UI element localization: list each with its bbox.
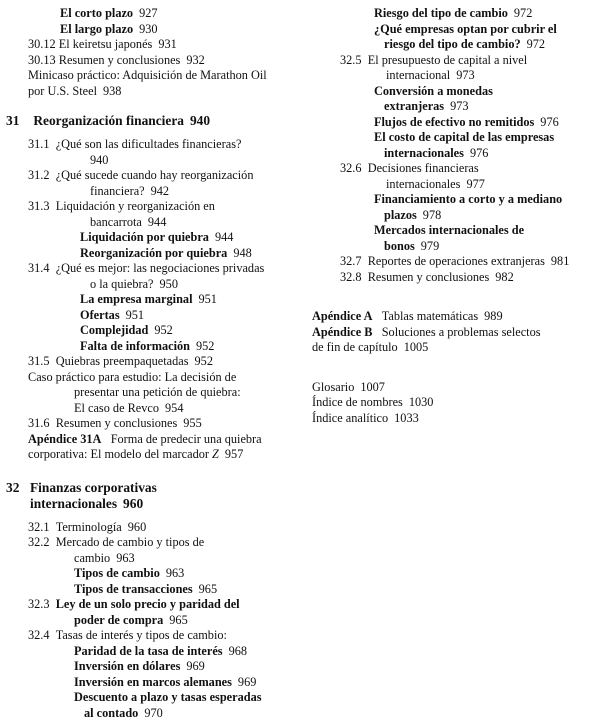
section-title-cont: cambio: [74, 550, 111, 565]
section-number: 31.1: [28, 137, 50, 151]
toc-page-number: 960: [127, 519, 147, 534]
right-column: [312, 6, 598, 426]
section-title-cont: internacionales: [386, 176, 461, 191]
toc-page-number: 927: [139, 6, 158, 20]
toc-entry-title: Liquidación por quiebra: [80, 230, 209, 244]
section-title: Liquidación y reorganización en: [55, 199, 215, 213]
toc-entry[interactable]: [6, 230, 292, 246]
toc-entry-title: Descuento a plazo y tasas esperadas: [74, 690, 262, 704]
appendix-title-cont: de fin de capítulo: [312, 340, 398, 354]
toc-entry[interactable]: [312, 22, 598, 53]
toc-section-32-8[interactable]: [312, 270, 598, 286]
toc-page-number: 930: [139, 21, 158, 36]
toc-entry-title: Inversión en dólares: [74, 659, 181, 673]
toc-page-number: 1007: [360, 379, 385, 394]
section-title-cont: Paridad de la tasa de interés: [74, 643, 223, 658]
toc-entry-title: Glosario: [312, 379, 355, 394]
section-title: Resumen y conclusiones: [55, 416, 178, 430]
toc-page-number: 952: [154, 323, 173, 337]
toc-page-number: 978: [422, 207, 442, 222]
toc-section-31-2[interactable]: [6, 168, 292, 199]
section-title-cont: poder de compra: [74, 612, 164, 627]
toc-section-32-5[interactable]: [312, 53, 598, 84]
toc-page-number: 981: [550, 254, 570, 268]
toc-entry[interactable]: [6, 659, 292, 675]
toc-entry[interactable]: [312, 84, 598, 115]
section-title: Terminología: [55, 519, 122, 534]
toc-section-30-13[interactable]: [6, 53, 292, 69]
toc-appendix-a[interactable]: [312, 309, 598, 325]
section-title: ¿Qué sucede cuando hay reorganización: [55, 168, 254, 182]
section-title: Ley de un solo precio y paridad del: [55, 597, 240, 611]
toc-section-32-2[interactable]: [6, 535, 292, 566]
section-number: 31.2: [28, 168, 50, 182]
section-number: 31.4: [28, 261, 50, 275]
toc-entry[interactable]: [312, 192, 598, 223]
toc-section-31-1[interactable]: [6, 137, 292, 168]
toc-entry-title: El corto plazo: [60, 6, 134, 20]
toc-entry[interactable]: [6, 582, 292, 598]
section-number: 32.5: [340, 52, 362, 67]
toc-page-number: 940: [90, 152, 109, 167]
section-title-cont: internacional: [386, 68, 451, 82]
section-number: 32.7: [340, 254, 362, 268]
toc-entry-title: Reorganización por quiebra: [80, 245, 228, 260]
section-title: Quiebras preempaquetadas: [55, 354, 189, 368]
section-number: 32.1: [28, 519, 50, 534]
toc-page-number: 944: [147, 214, 167, 229]
toc-page-number: 938: [103, 83, 122, 98]
section-number: 30.13: [28, 52, 56, 67]
appendix-z: Z: [212, 447, 219, 461]
toc-page-number: 963: [165, 566, 185, 580]
toc-page-number: 1030: [408, 395, 434, 409]
toc-section-32-3[interactable]: [6, 597, 292, 628]
toc-entry-title: Flujos de efectivo no remitidos: [374, 114, 535, 129]
toc-page-number: 977: [466, 176, 485, 191]
section-title: Reportes de operaciones extranjeras: [367, 254, 545, 268]
toc-page-number: 951: [198, 292, 217, 306]
toc-page-number: 957: [224, 447, 244, 461]
toc-entry-title: Conversión a monedas: [374, 83, 493, 98]
toc-entry[interactable]: [6, 22, 292, 38]
section-number: 32.2: [28, 535, 50, 549]
toc-entry[interactable]: [6, 323, 292, 339]
toc-section-32-6[interactable]: [312, 161, 598, 192]
section-title: Resumen y conclusiones: [367, 269, 490, 284]
toc-page-number: 972: [513, 6, 533, 20]
toc-page-number: 952: [195, 338, 215, 353]
section-title-cont: financiera?: [90, 183, 145, 198]
toc-page-number: 965: [198, 581, 218, 596]
toc-entry-title: El costo de capital de las empresas: [374, 130, 555, 144]
toc-page-number: 950: [159, 276, 178, 291]
toc-section-32-7[interactable]: [312, 254, 598, 270]
toc-page-number: 944: [214, 230, 234, 244]
chapter-32-heading[interactable]: [6, 480, 292, 512]
minicaso-line1: Minicaso práctico: Adquisición de Marathon Oil: [28, 68, 267, 82]
toc-entry[interactable]: [6, 246, 292, 262]
section-title: Resumen y conclusiones: [58, 52, 181, 67]
toc-page-number: 1005: [403, 340, 429, 354]
toc-page-number: 979: [420, 238, 440, 253]
toc-entry-title: Mercados internacionales de: [374, 223, 525, 237]
toc-entry[interactable]: [6, 566, 292, 582]
toc-minicaso[interactable]: [6, 68, 292, 99]
toc-entry-title: Riesgo del tipo de cambio: [374, 6, 508, 20]
appendix-title: Tablas matemáticas: [381, 309, 479, 323]
toc-entry[interactable]: [312, 6, 598, 22]
toc-page-number: 932: [186, 52, 205, 67]
section-title: El keiretsu japonés: [58, 37, 153, 51]
toc-page-number: 940: [189, 113, 211, 128]
toc-entry[interactable]: [6, 690, 292, 721]
toc-caso-practico[interactable]: [6, 370, 292, 417]
toc-entry-title: Falta de información: [80, 338, 190, 353]
toc-appendix-b[interactable]: [312, 325, 598, 356]
section-title: Tasas de interés y tipos de cambio:: [55, 628, 227, 642]
toc-page-number: 969: [237, 674, 257, 689]
toc-entry-title-cont: bonos: [384, 238, 415, 253]
toc-section-30-12[interactable]: [6, 37, 292, 53]
toc-entry-title: Tipos de transacciones: [74, 581, 193, 596]
toc-indice-analitico[interactable]: [312, 411, 598, 427]
appendix-title: Forma de predecir una quiebra: [110, 431, 262, 446]
chapter-31-heading[interactable]: [6, 113, 292, 129]
toc-page-number: 951: [125, 307, 145, 322]
toc-entry-title: El largo plazo: [60, 21, 134, 36]
toc-entry[interactable]: [6, 292, 292, 308]
toc-entry[interactable]: [312, 115, 598, 131]
toc-page-number: 982: [495, 269, 514, 284]
section-number: 32.6: [340, 161, 362, 175]
section-number: 30.12: [28, 37, 56, 51]
caso-line2: presentar una petición de quiebra:: [74, 385, 241, 399]
toc-entry-title-cont: internacionales: [384, 145, 464, 160]
toc-page-number: 942: [150, 183, 170, 198]
toc-page-number: 989: [484, 309, 503, 323]
toc-page-number: 973: [450, 99, 469, 113]
toc-page-number: 960: [123, 495, 144, 511]
toc-page-number: 976: [469, 145, 489, 160]
chapter-number: 32: [6, 479, 20, 495]
toc-entry[interactable]: [312, 223, 598, 254]
toc-entry[interactable]: [6, 308, 292, 324]
toc-page-number: 931: [158, 37, 177, 51]
toc-entry-title: Financiamiento a corto y a mediano: [374, 192, 563, 206]
toc-page-number: 948: [233, 245, 252, 260]
toc-page-number: 965: [169, 612, 188, 627]
section-title: Decisiones financieras: [367, 161, 479, 175]
toc-entry[interactable]: [6, 675, 292, 691]
toc-entry-title-cont: plazos: [384, 207, 417, 222]
toc-entry-title-cont: al contado: [84, 705, 139, 720]
toc-section-32-4[interactable]: [6, 628, 292, 659]
toc-entry[interactable]: [6, 6, 292, 22]
toc-page-number: 963: [116, 550, 135, 565]
toc-page-number: 969: [186, 659, 205, 673]
section-number: 32.4: [28, 628, 50, 642]
toc-entry-title: Índice de nombres: [312, 395, 403, 409]
toc-page-number: 972: [526, 37, 546, 51]
toc-page-number: 952: [194, 354, 213, 368]
left-column: [6, 6, 292, 721]
appendix-label: Apéndice A: [312, 309, 373, 323]
toc-entry-title: ¿Qué empresas optan por cubrir el: [374, 21, 557, 36]
toc-entry-title: La empresa marginal: [80, 292, 193, 306]
toc-page-number: 1033: [394, 410, 419, 425]
section-number: 32.3: [28, 597, 50, 611]
toc-page-number: 970: [144, 705, 163, 720]
chapter-number: 31: [6, 113, 20, 128]
appendix-label: Apéndice B: [312, 324, 373, 339]
toc-entry[interactable]: [6, 339, 292, 355]
section-title: ¿Qué son las dificultades financieras?: [55, 137, 242, 151]
toc-section-31-6[interactable]: [6, 416, 292, 432]
section-title: Mercado de cambio y tipos de: [55, 535, 205, 549]
toc-entry-title-cont: extranjeras: [384, 99, 445, 113]
section-title: El presupuesto de capital a nivel: [367, 52, 528, 67]
appendix-title-cont: corporativa: El modelo del marcador: [28, 447, 209, 461]
section-title-cont: bancarrota: [90, 214, 142, 229]
toc-entry-title: Tipos de cambio: [74, 566, 160, 580]
section-number: 31.5: [28, 354, 50, 368]
toc-entry[interactable]: [312, 130, 598, 161]
section-title: ¿Qué es mejor: las negociaciones privadas: [55, 261, 265, 275]
toc-entry-title-cont: riesgo del tipo de cambio?: [384, 37, 521, 51]
toc-entry-title: Ofertas: [80, 307, 120, 322]
toc-entry-title: Inversión en marcos alemanes: [74, 674, 232, 689]
toc-appendix-31a[interactable]: [6, 432, 292, 463]
toc-page-number: 954: [165, 400, 184, 415]
chapter-title: Finanzas corporativas: [30, 479, 157, 495]
toc-glosario[interactable]: [312, 380, 598, 396]
toc-entry-title: Complejidad: [80, 323, 149, 337]
caso-line1: Caso práctico para estudio: La decisión de: [28, 369, 237, 384]
section-number: 31.3: [28, 199, 50, 213]
toc-entry-title: Índice analítico: [312, 410, 389, 425]
section-number: 32.8: [340, 269, 362, 284]
toc-page-number: 968: [228, 643, 248, 658]
toc-page-number: 976: [540, 114, 559, 129]
section-title-cont: o la quiebra?: [90, 276, 154, 291]
toc-section-31-5[interactable]: [6, 354, 292, 370]
chapter-title-cont: internacionales: [30, 495, 118, 511]
toc-section-31-3[interactable]: [6, 199, 292, 230]
appendix-title: Soluciones a problemas selectos: [381, 324, 541, 339]
toc-indice-nombres[interactable]: [312, 395, 598, 411]
toc-page-number: 955: [183, 416, 202, 430]
toc-section-32-1[interactable]: [6, 520, 292, 536]
chapter-title: Reorganización financiera: [33, 113, 184, 128]
section-number: 31.6: [28, 416, 50, 430]
toc-page-number: 973: [456, 68, 475, 82]
caso-line3: El caso de Revco: [74, 400, 160, 415]
toc-section-31-4[interactable]: [6, 261, 292, 292]
minicaso-line2: por U.S. Steel: [28, 83, 97, 98]
appendix-label: Apéndice 31A: [28, 431, 102, 446]
